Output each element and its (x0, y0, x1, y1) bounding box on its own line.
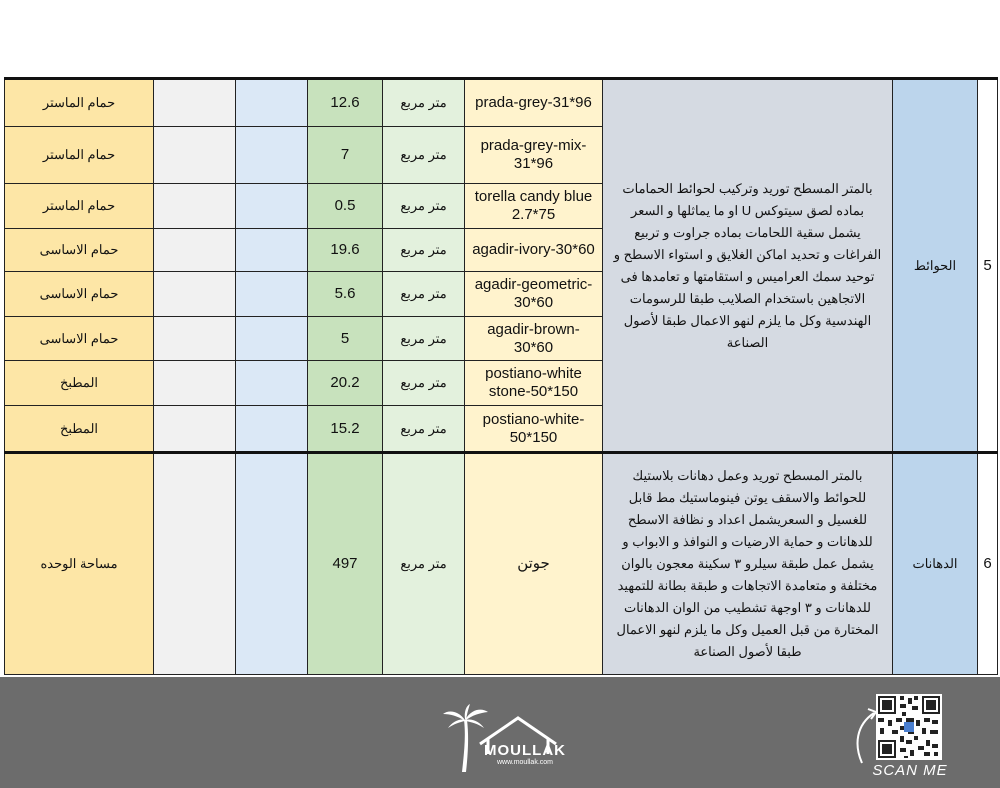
section5-item: الحوائط (893, 79, 978, 453)
blank-cell (154, 127, 236, 184)
unit-cell: متر مربع (383, 184, 465, 229)
table-row (5, 453, 998, 675)
blank-cell (154, 229, 236, 272)
material-cell: prada-grey-31*96 (465, 79, 603, 127)
quantity-cell: 5 (308, 317, 383, 361)
blank-cell (236, 317, 308, 361)
unit-cell: متر مربع (383, 317, 465, 361)
location-cell: المطبخ (5, 406, 154, 453)
material-cell: torella candy blue 2.7*75 (465, 184, 603, 229)
blank-cell (154, 272, 236, 317)
qr-code-icon[interactable] (876, 694, 942, 760)
blank-cell (236, 229, 308, 272)
unit-cell: متر مربع (383, 406, 465, 453)
brand-name: MOULLAK (484, 742, 566, 759)
quantity-cell: 5.6 (308, 272, 383, 317)
blank-cell (236, 79, 308, 127)
material-cell: agadir-brown-30*60 (465, 317, 603, 361)
section5-description: بالمتر المسطح توريد وتركيب لحوائط الحمامات بماده لصق سيتوكس U او ما يماثلها و السعر يشمل سقية اللحامات بماده جراوت و تربيع الفراغات و تحديد اماكن الغلايق و استواء الاسطح و توحيد سمك العراميس و استقامتها و تعامدها فى الاتجاهين باستخدام الصلايب طبقا للرسومات الهندسية وكل ما يلزم لنهو الاعمال طبقا لأصول الصناعة (603, 79, 893, 453)
quantity-cell: 19.6 (308, 229, 383, 272)
unit-cell: متر مربع (383, 453, 465, 675)
quantity-cell: 12.6 (308, 79, 383, 127)
material-cell: postiano-white-50*150 (465, 406, 603, 453)
section6-item: الدهانات (893, 453, 978, 675)
blank-cell (154, 79, 236, 127)
unit-cell: متر مربع (383, 229, 465, 272)
material-cell: جوتن (465, 453, 603, 675)
blank-cell (236, 406, 308, 453)
brand-url: www.moullak.com (496, 759, 553, 766)
location-cell: المطبخ (5, 361, 154, 406)
quantity-cell: 497 (308, 453, 383, 675)
scan-me-label: SCAN ME (872, 762, 948, 779)
quantity-cell: 7 (308, 127, 383, 184)
material-cell: agadir-geometric-30*60 (465, 272, 603, 317)
material-cell: postiano-white stone-50*150 (465, 361, 603, 406)
section5-number: 5 (978, 79, 998, 453)
section6-description: بالمتر المسطح توريد وعمل دهانات بلاستيك للحوائط والاسقف يوتن فينوماستيك مط قابل للغسيل و السعريشمل اعداد و نظافة الاسطح للدهانات و حماية الارضيات و النوافذ و الابواب و يشمل عمل طبقة سيلرو ٣ سكينة معجون بالوان مختلفة و متعامدة الاتجاهات و طبقة بطانة للتمهيد للدهانات و ٣ اوجهة تشطيب من الوان الدهانات المختارة من قبل العميل وكل ما يلزم لنهو الاعمال طبقا لأصول الصناعة (603, 453, 893, 675)
location-cell: حمام الاساسى (5, 317, 154, 361)
section6-number: 6 (978, 453, 998, 675)
location-cell: حمام الاساسى (5, 272, 154, 317)
blank-cell (154, 184, 236, 229)
blank-cell (154, 361, 236, 406)
blank-cell (154, 406, 236, 453)
location-cell: مساحة الوحده (5, 453, 154, 675)
location-cell: حمام الماستر (5, 184, 154, 229)
blank-cell (236, 184, 308, 229)
unit-cell: متر مربع (383, 272, 465, 317)
unit-cell: متر مربع (383, 361, 465, 406)
blank-cell (236, 361, 308, 406)
boq-table-container (4, 77, 997, 677)
location-cell: حمام الماستر (5, 127, 154, 184)
blank-cell (236, 127, 308, 184)
quantity-cell: 15.2 (308, 406, 383, 453)
boq-table (4, 77, 998, 675)
table-row (5, 79, 998, 127)
location-cell: حمام الماستر (5, 79, 154, 127)
blank-cell (236, 272, 308, 317)
unit-cell: متر مربع (383, 127, 465, 184)
material-cell: agadir-ivory-30*60 (465, 229, 603, 272)
blank-cell (154, 453, 236, 675)
quantity-cell: 0.5 (308, 184, 383, 229)
location-cell: حمام الاساسى (5, 229, 154, 272)
quantity-cell: 20.2 (308, 361, 383, 406)
blank-cell (154, 317, 236, 361)
material-cell: prada-grey-mix-31*96 (465, 127, 603, 184)
unit-cell: متر مربع (383, 79, 465, 127)
blank-cell (236, 453, 308, 675)
